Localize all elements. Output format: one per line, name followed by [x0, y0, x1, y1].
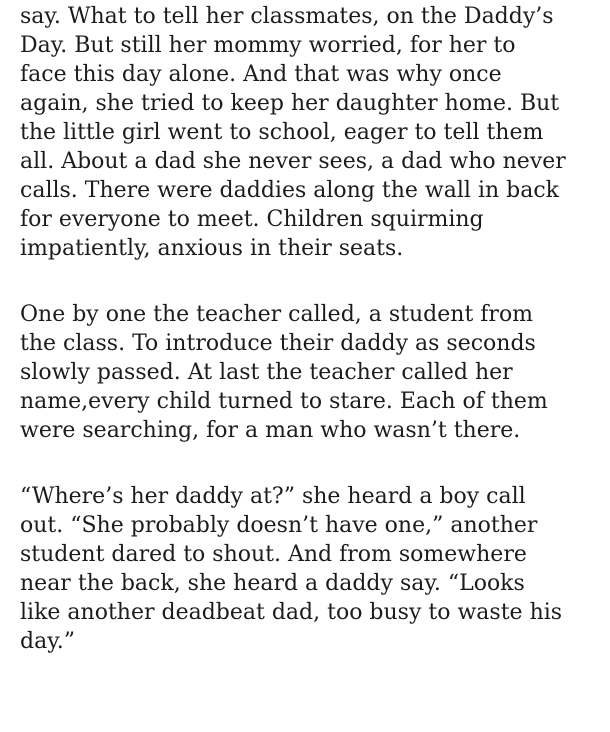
text-line: One by one the teacher called, a student from — [20, 302, 534, 327]
text-line: were searching, for a man who wasn’t there. — [20, 418, 521, 443]
text-line: student dared to shout. And from somewhere — [20, 542, 527, 567]
text-line: calls. There were daddies along the wall in back — [20, 178, 559, 203]
text-line: for everyone to meet. Children squirming — [20, 207, 484, 232]
paragraph-3 — [20, 482, 595, 656]
text-line: day.” — [20, 629, 75, 654]
text-line: “Where’s her daddy at?” she heard a boy call — [20, 484, 526, 509]
text-line: say. What to tell her classmates, on the Daddy’s — [20, 4, 554, 29]
text-line: again, she tried to keep her daughter home. But — [20, 91, 560, 116]
text-line: all. About a dad she never sees, a dad who never — [20, 149, 566, 174]
text-line: out. “She probably doesn’t have one,” another — [20, 513, 538, 538]
text-line: near the back, she heard a daddy say. “Looks — [20, 571, 525, 596]
text-line: the class. To introduce their daddy as seconds — [20, 331, 536, 356]
text-line: name,every child turned to stare. Each of them — [20, 389, 548, 414]
text-line: the little girl went to school, eager to tell them — [20, 120, 544, 145]
paragraph-1 — [20, 2, 595, 263]
text-line: Day. But still her mommy worried, for her to — [20, 33, 516, 58]
text-line: impatiently, anxious in their seats. — [20, 236, 404, 261]
text-line: face this day alone. And that was why once — [20, 62, 502, 87]
story-text — [20, 2, 595, 656]
text-line: like another deadbeat dad, too busy to waste his — [20, 600, 563, 625]
text-line: slowly passed. At last the teacher called her — [20, 360, 513, 385]
paragraph-2 — [20, 300, 595, 445]
